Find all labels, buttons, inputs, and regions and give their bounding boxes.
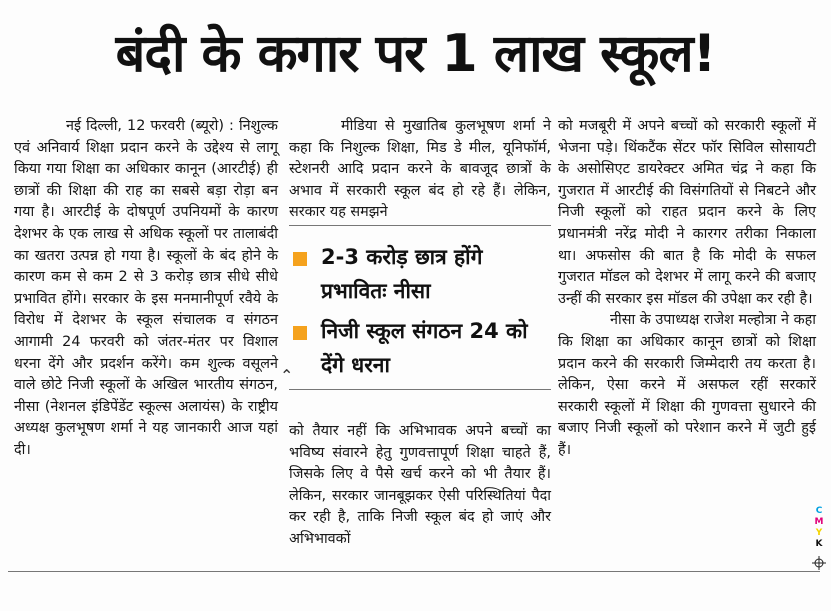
bottom-divider <box>8 571 820 572</box>
cmyk-letter-m: M <box>814 517 824 527</box>
caret-mark-icon: ⌃ <box>280 366 294 385</box>
column-3-paragraph-1: को मजबूरी में अपने बच्चों को सरकारी स्कूलों में भेजना पड़े। थिंकटैंक सेंटर फॉर सिविल सोसायटी के असोसिएट डायरेक्टर अमित चंद्र ने कहा कि गुजरात में आरटीई की विसंगतियों से निबटने और निजी स्कूलों को राहत प्रदान करने के लिए प्रधानमंत्री नरेंद्र मोदी ने कारगर तरीका निकाला था। अफसोस की बात है कि मोदी के सफल गुजरात मॉडल को देशभर में लागू करने की बजाए उन्हीं की सरकार इस मॉडल की उपेक्षा कर रही है। <box>558 118 816 307</box>
column-2-bottom-text: को तैयार नहीं कि अभिभावक अपने बच्चों का भविष्य संवारने हेतु गुणवत्तापूर्ण शिक्षा चाहते हैं, जिसके लिए वे पैसे खर्च करने को भी तैयार हैं। लेकिन, सरकार जानबूझकर ऐसी परिस्थितियां पैदा कर रही है, ताकि निजी स्कूल बंद हो जाएं और अभिभावकों <box>289 423 551 547</box>
highlight-item <box>289 314 551 382</box>
headline: बंदी के कगार पर 1 लाख स्कूल! <box>115 24 716 84</box>
highlight-text: 2-3 करोड़ छात्र होंगे प्रभावितः नीसा <box>321 245 483 303</box>
column-1-paragraph: नई दिल्ली, 12 फरवरी (ब्यूरो) : निशुल्क एवं अनिवार्य शिक्षा प्रदान करने के उद्देश्य से लागू किया गया शिक्षा का अधिकार कानून (आरटीई) ही छात्रों की शिक्षा की राह का सबसे बड़ा रोड़ा बन गया है। आरटीई के दोषपूर्ण उपनियमों के कारण देशभर के एक लाख से अधिक स्कूलों पर तालाबंदी का खतरा उत्पन्न हो गया है। स्कूलों के बंद होने के कारण कम से कम 2 से 3 करोड़ छात्र सीधे सीधे प्रभावित होंगे। सरकार के इस मनमानीपूर्ण रवैये के विरोध में देशभर के स्कूल संचालक व संगठन आगामी 24 फरवरी को जंतर-मंतर पर विशाल धरना देंगे और प्रदर्शन करेंगे। कम शुल्क वसूलने वाले छोटे निजी स्कूलों के अखिल भारतीय संगठन, नीसा (नेशनल इंडिपेंडेंट स्कूल्स अलायंस) के राष्ट्रीय अध्यक्ष कुलभूषण शर्मा ने यह जानकारी आज यहां दी। <box>14 118 278 458</box>
article-column-3 <box>558 116 816 462</box>
column-2-top-text: मीडिया से मुखातिब कुलभूषण शर्मा ने कहा कि निशुल्क शिक्षा, मिड डे मील, यूनिफॉर्म, स्टेशनरी आदि प्रदान करने के बावजूद छात्रों के अभाव में सरकारी स्कूल बंद हो रहे हैं। लेकिन, सरकार यह समझने <box>289 118 551 221</box>
cmyk-print-mark <box>813 506 825 550</box>
cmyk-letter-k: K <box>815 539 823 549</box>
article-column-1 <box>14 116 278 462</box>
square-bullet-icon <box>293 326 307 340</box>
highlight-box <box>289 225 551 390</box>
article-column-2-bottom <box>289 421 551 551</box>
highlight-item <box>289 240 551 308</box>
square-bullet-icon <box>293 252 307 266</box>
article-column-2-top <box>289 116 551 224</box>
cmyk-letter-c: C <box>815 506 823 516</box>
column-3-paragraph-2: नीसा के उपाध्यक्ष राजेश मल्होत्रा ने कहा कि शिक्षा का अधिकार कानून छात्रों को शिक्षा प्रदान करने की सरकारी जिम्मेदारी तय करता है। लेकिन, ऐसा करने में असफल रहीं सरकारें सरकारी स्कूलों में शिक्षा की गुणवत्ता सुधारने की बजाए निजी स्कूलों को परेशान करने में जुटी हुई हैं। <box>558 312 816 458</box>
registration-mark-icon <box>812 556 826 570</box>
cmyk-letter-y: Y <box>815 528 823 538</box>
highlight-text: निजी स्कूल संगठन 24 को देंगे धरना <box>321 319 528 377</box>
